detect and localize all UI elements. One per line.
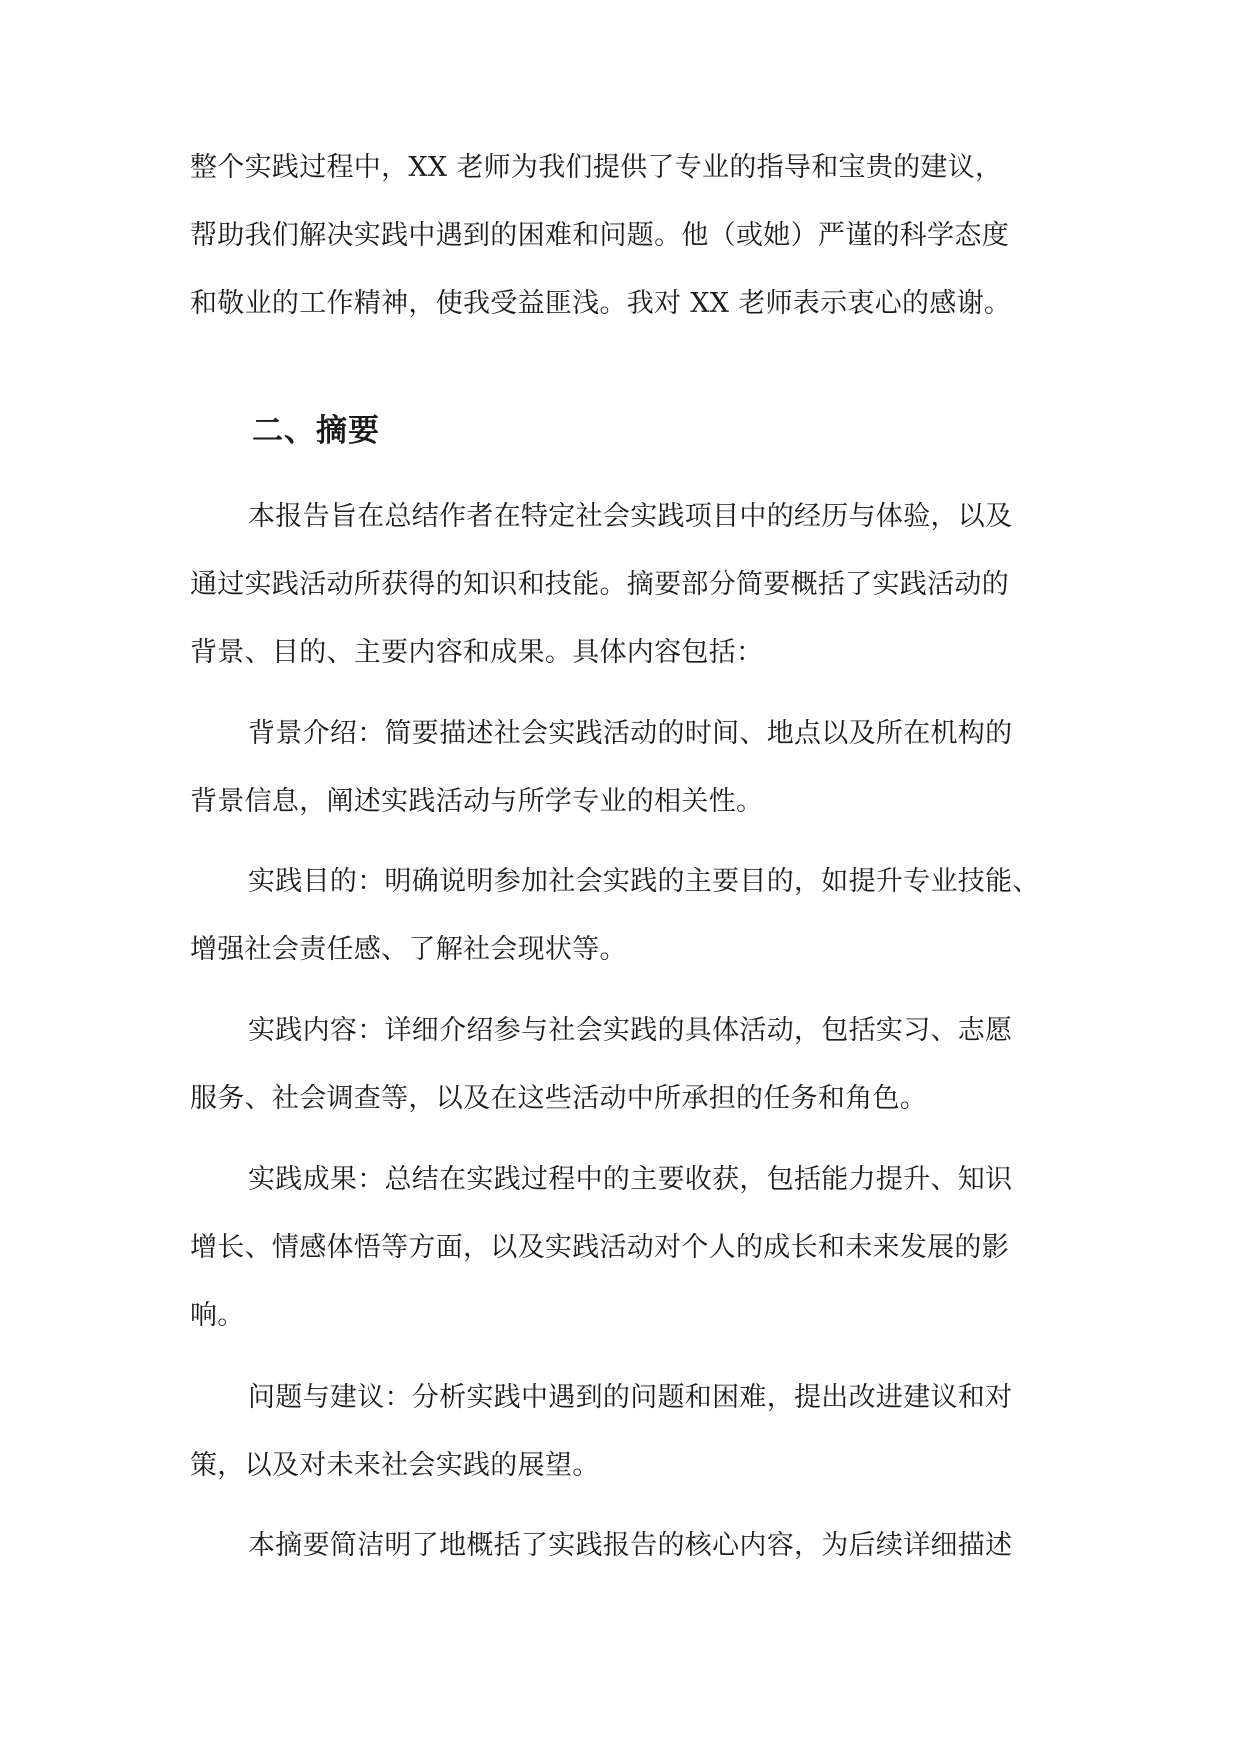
abstract-line-2: 通过实践活动所获得的知识和技能。摘要部分简要概括了实践活动的 (190, 569, 1009, 600)
purpose-line-2: 增强社会责任感、了解社会现状等。 (190, 934, 627, 965)
results-line-2: 增长、情感体悟等方面，以及实践活动对个人的成长和未来发展的影 (190, 1232, 1009, 1263)
intro-line-2: 帮助我们解决实践中遇到的困难和问题。他（或她）严谨的科学态度 (190, 220, 1009, 251)
content-line-2: 服务、社会调查等，以及在这些活动中所承担的任务和角色。 (190, 1083, 928, 1114)
issues-line-1: 问题与建议：分析实践中遇到的问题和困难，提出改进建议和对 (248, 1382, 1013, 1413)
purpose-line-1: 实践目的：明确说明参加社会实践的主要目的，如提升专业技能、 (248, 866, 1040, 897)
issues-line-2: 策，以及对未来社会实践的展望。 (190, 1450, 600, 1481)
abstract-line-1: 本报告旨在总结作者在特定社会实践项目中的经历与体验，以及 (248, 501, 1013, 532)
intro-line-3: 和敬业的工作精神，使我受益匪浅。我对 XX 老师表示衷心的感谢。 (190, 288, 1012, 319)
intro-line-1: 整个实践过程中，XX 老师为我们提供了专业的指导和宝贵的建议， (190, 152, 1003, 183)
background-line-1: 背景介绍：简要描述社会实践活动的时间、地点以及所在机构的 (248, 718, 1013, 749)
results-line-1: 实践成果：总结在实践过程中的主要收获，包括能力提升、知识 (248, 1164, 1013, 1195)
section-heading: 二、摘要 (252, 413, 380, 449)
results-line-3: 响。 (190, 1300, 245, 1331)
content-line-1: 实践内容：详细介绍参与社会实践的具体活动，包括实习、志愿 (248, 1015, 1013, 1046)
background-line-2: 背景信息，阐述实践活动与所学专业的相关性。 (190, 786, 764, 817)
closing-line-1: 本摘要简洁明了地概括了实践报告的核心内容，为后续详细描述 (248, 1530, 1013, 1561)
abstract-line-3: 背景、目的、主要内容和成果。具体内容包括： (190, 637, 764, 668)
